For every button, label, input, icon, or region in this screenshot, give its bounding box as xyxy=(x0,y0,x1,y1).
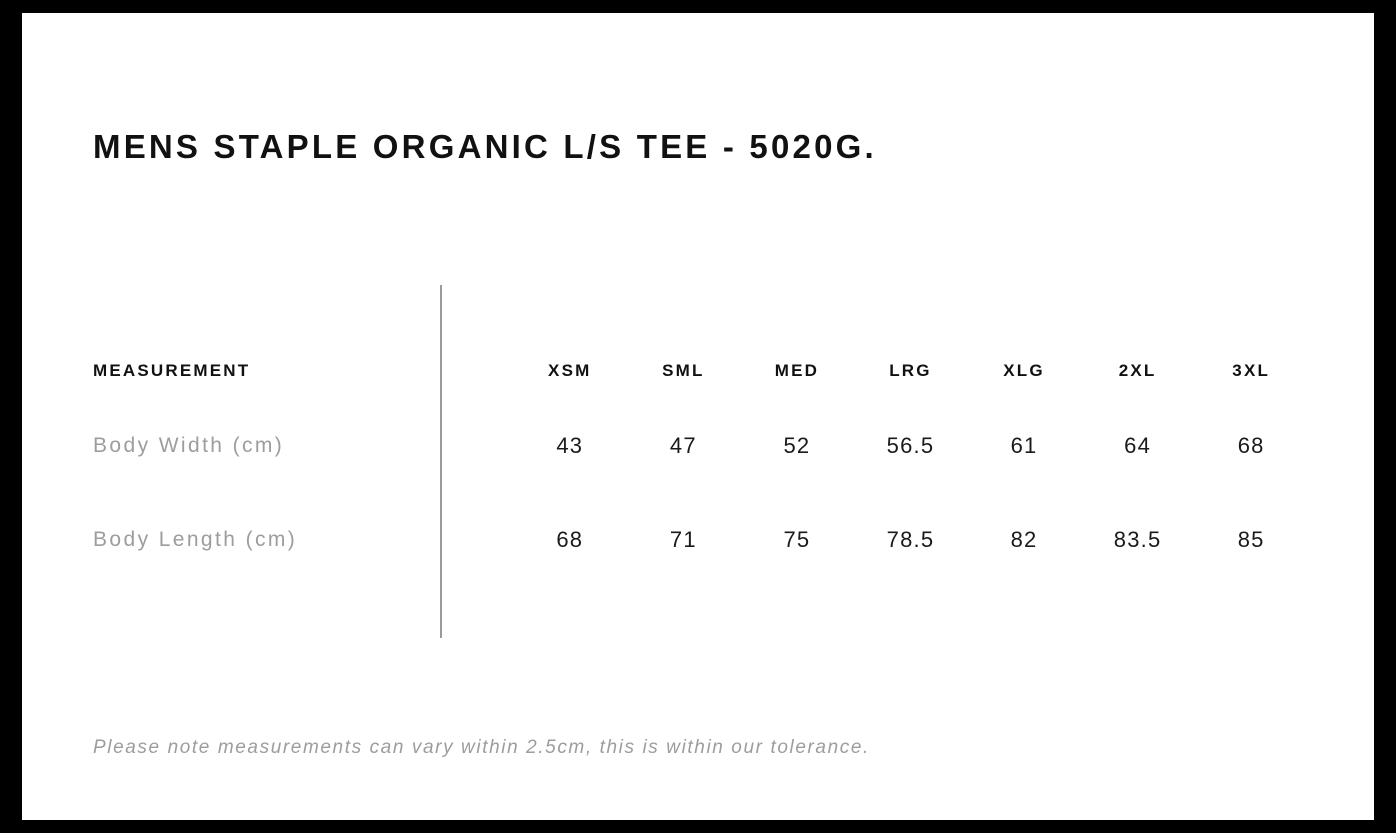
size-chart-page xyxy=(22,13,1374,820)
column-header-xlg: XLG xyxy=(1003,361,1045,380)
table-row xyxy=(93,493,1308,587)
cell-body-length-xsm: 68 xyxy=(556,527,584,552)
table-header-row xyxy=(93,343,1308,399)
column-header-lrg: LRG xyxy=(889,361,932,380)
cell-body-length-2xl: 83.5 xyxy=(1113,527,1162,552)
table-body xyxy=(93,399,1308,587)
cell-body-width-xsm: 43 xyxy=(556,433,584,458)
column-header-measurement: MEASUREMENT xyxy=(93,361,251,380)
column-header-sml: SML xyxy=(662,361,705,380)
column-header-med: MED xyxy=(774,361,820,380)
cell-body-width-xlg: 61 xyxy=(1010,433,1038,458)
cell-body-width-2xl: 64 xyxy=(1124,433,1152,458)
cell-body-width-lrg: 56.5 xyxy=(886,433,935,458)
cell-body-length-xlg: 82 xyxy=(1010,527,1038,552)
cell-body-length-med: 75 xyxy=(783,527,811,552)
page-title: MENS STAPLE ORGANIC L/S TEE - 5020G. xyxy=(93,128,877,166)
row-label-body-width: Body Width (cm) xyxy=(93,434,285,457)
cell-body-length-lrg: 78.5 xyxy=(886,527,935,552)
cell-body-width-sml: 47 xyxy=(669,433,697,458)
table-header xyxy=(93,343,1308,399)
column-header-2xl: 2XL xyxy=(1118,361,1157,380)
cell-body-width-med: 52 xyxy=(783,433,811,458)
tolerance-note: Please note measurements can vary within 2.5cm, this is within our tolerance. xyxy=(93,737,870,758)
cell-body-width-3xl: 68 xyxy=(1237,433,1265,458)
row-label-body-length: Body Length (cm) xyxy=(93,528,298,551)
column-header-xsm: XSM xyxy=(548,361,592,380)
cell-body-length-sml: 71 xyxy=(669,527,697,552)
cell-body-length-3xl: 85 xyxy=(1237,527,1265,552)
column-header-3xl: 3XL xyxy=(1232,361,1271,380)
size-chart-table xyxy=(93,343,1308,587)
table-row xyxy=(93,399,1308,493)
